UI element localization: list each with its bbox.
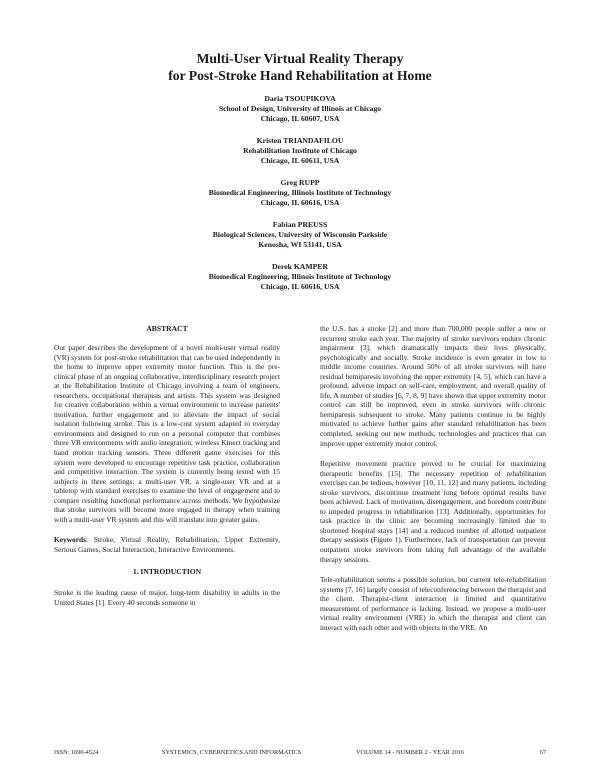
abstract-text: Our paper describes the development of a novel multi-user virtual reality (VR) system for post-stroke rehabilitation that can be used independently in the home to improve upper extremity motor function. This is the pre-clinical phase of an ongoing collaborative, interdisciplinary research project at the Rehabilitation Institute of Chicago involving a team of engineers, researchers, occupational therapists and artists. This system was designed for creative collaboration within a virtual environment to increase patients' motivation, further engagement and to alleviate the impact of social isolation following stroke. This is a low-cost system adapted to everyday environments and designed to run on a personal computer that combines three VR environments with audio integration, wireless Kinect tracking and hand motion tracking sensors. Three different game exercises for this system were developed to encourage repetitive task practice, collaboration and competitive interaction. The system is currently being tested with 15 subjects in three settings: a multi-user VR, a single-user VR and at a tabletop with standard exercises to examine the level of engagement and to compare resulting functional performance across methods. We hypothesize that stroke survivors will become more engaged in therapy when training with a multi-user VR system and this will translate into greater gains.	[54, 343, 280, 524]
left-column	[54, 324, 280, 619]
author-affiliation: Biological Sciences, University of Wisconsin Parkside	[212, 230, 388, 240]
keywords-label: Keywords	[54, 535, 87, 545]
author-affiliation: Biomedical Engineering, Illinois Institute of Technology	[208, 188, 392, 198]
footer-issn: ISSN: 1690-4524	[54, 749, 99, 756]
page-footer	[54, 749, 546, 759]
right-column	[320, 324, 546, 643]
author-address: Chicago, IL 60616, USA	[260, 282, 340, 292]
intro-paragraph-2: Repetitive movement practice proved to be crucial for maximizing therapeutic benefits [15]. The necessary repetition of rehabilitation exercises can be tedious, however [10, 11, 12] and many patients, including stroke survivors, discontinue treatment long before optimal results have been achieved. Lack of motivation, disengagement, and boredom contribute to impeded progress in rehabilitation [13]. Additionally, opportunities for task practice in the clinic are becoming increasingly limited due to shortened hospital stays [14] and a reduced number of allotted outpatient therapy sessions (Figure 1). Furthermore, lack of transportation can prevent outpatient stroke survivors from taking full advantage of the available therapy sessions.	[320, 459, 546, 564]
keywords-text: : Stroke, Virtual Reality, Rehabilitation, Upper Extremity, Serious Games, Social Interaction, Interactive Environments.	[54, 535, 280, 554]
title-line-2: for Post-Stroke Hand Rehabilitation at Home	[168, 68, 432, 83]
keywords-paragraph	[54, 535, 280, 554]
author-address: Chicago, IL 60607, USA	[260, 114, 340, 124]
introduction-heading: 1. INTRODUCTION	[132, 567, 202, 577]
author-address: Kenosha, WI 53141, USA	[258, 240, 342, 250]
title-line-1: Multi-User Virtual Reality Therapy	[196, 51, 404, 66]
intro-paragraph-1-start: Stroke is the leading cause of major, long-term disability in adults in the United States [1]. Every 40 seconds someone in	[54, 588, 280, 608]
author-block	[0, 136, 600, 167]
author-block	[0, 220, 600, 251]
author-affiliation: Biomedical Engineering, Illinois Institute of Technology	[208, 272, 392, 282]
footer-page-number: 67	[539, 749, 546, 756]
author-name: Derek KAMPER	[271, 262, 328, 271]
author-address: Chicago, IL 60611, USA	[260, 156, 340, 166]
author-name: Kristen TRIANDAFILOU	[256, 136, 344, 145]
author-address: Chicago, IL 60616, USA	[260, 198, 340, 208]
abstract-heading: ABSTRACT	[146, 324, 188, 333]
intro-paragraph-1-continued: the U.S. has a stroke [2] and more than 700,000 people suffer a new or recurrent stroke each year. The majority of stroke survivors endure chronic impairment [3], which dramatically impacts their lives physically, psychologically and socially. Stroke incidence is even greater in low to middle income countries. Around 50% of all stroke survivors will have residual hemiparesis involving the upper extremity [4, 5], which can have a profound, adverse impact on self-care, employment, and overall quality of life. A number of studies [6, 7, 8, 9] have shown that upper extremity motor control can still be improved, even in stroke survivors with chronic hemiparesis subsequent to stroke. Many patients continue to be highly motivated to achieve further gains after standard rehabilitation has been completed, seeking out new methods, technologies and practices that can improve upper extremity motor control.	[320, 324, 546, 448]
author-name: Greg RUPP	[280, 178, 320, 187]
intro-paragraph-3: Tele-rehabilitation seems a possible solution, but current tele-rehabilitation systems [7, 16] largely consist of teleconferencing between the therapist and the client. Therapist-client interaction is limited and quantitative measurement of performance is lacking. Instead, we propose a multi-user virtual reality environment (VRE) in which the therapist and client can interact with each other and with objects in the VRE. An	[320, 575, 546, 632]
author-affiliation: School of Design, University of Illinois at Chicago	[218, 104, 382, 114]
author-name: Fabian PREUSS	[272, 220, 328, 229]
paper-title	[0, 50, 600, 84]
author-block	[0, 94, 600, 125]
footer-volume: VOLUME 14 - NUMBER 2 - YEAR 2016	[356, 749, 465, 756]
author-block	[0, 262, 600, 293]
footer-journal: SYSTEMICS, CYBERNETICS AND INFORMATICS	[162, 749, 302, 756]
author-list	[0, 94, 600, 304]
author-name: Daria TSOUPIKOVA	[264, 94, 336, 103]
author-affiliation: Rehabilitation Institute of Chicago	[243, 146, 357, 156]
author-block	[0, 178, 600, 209]
